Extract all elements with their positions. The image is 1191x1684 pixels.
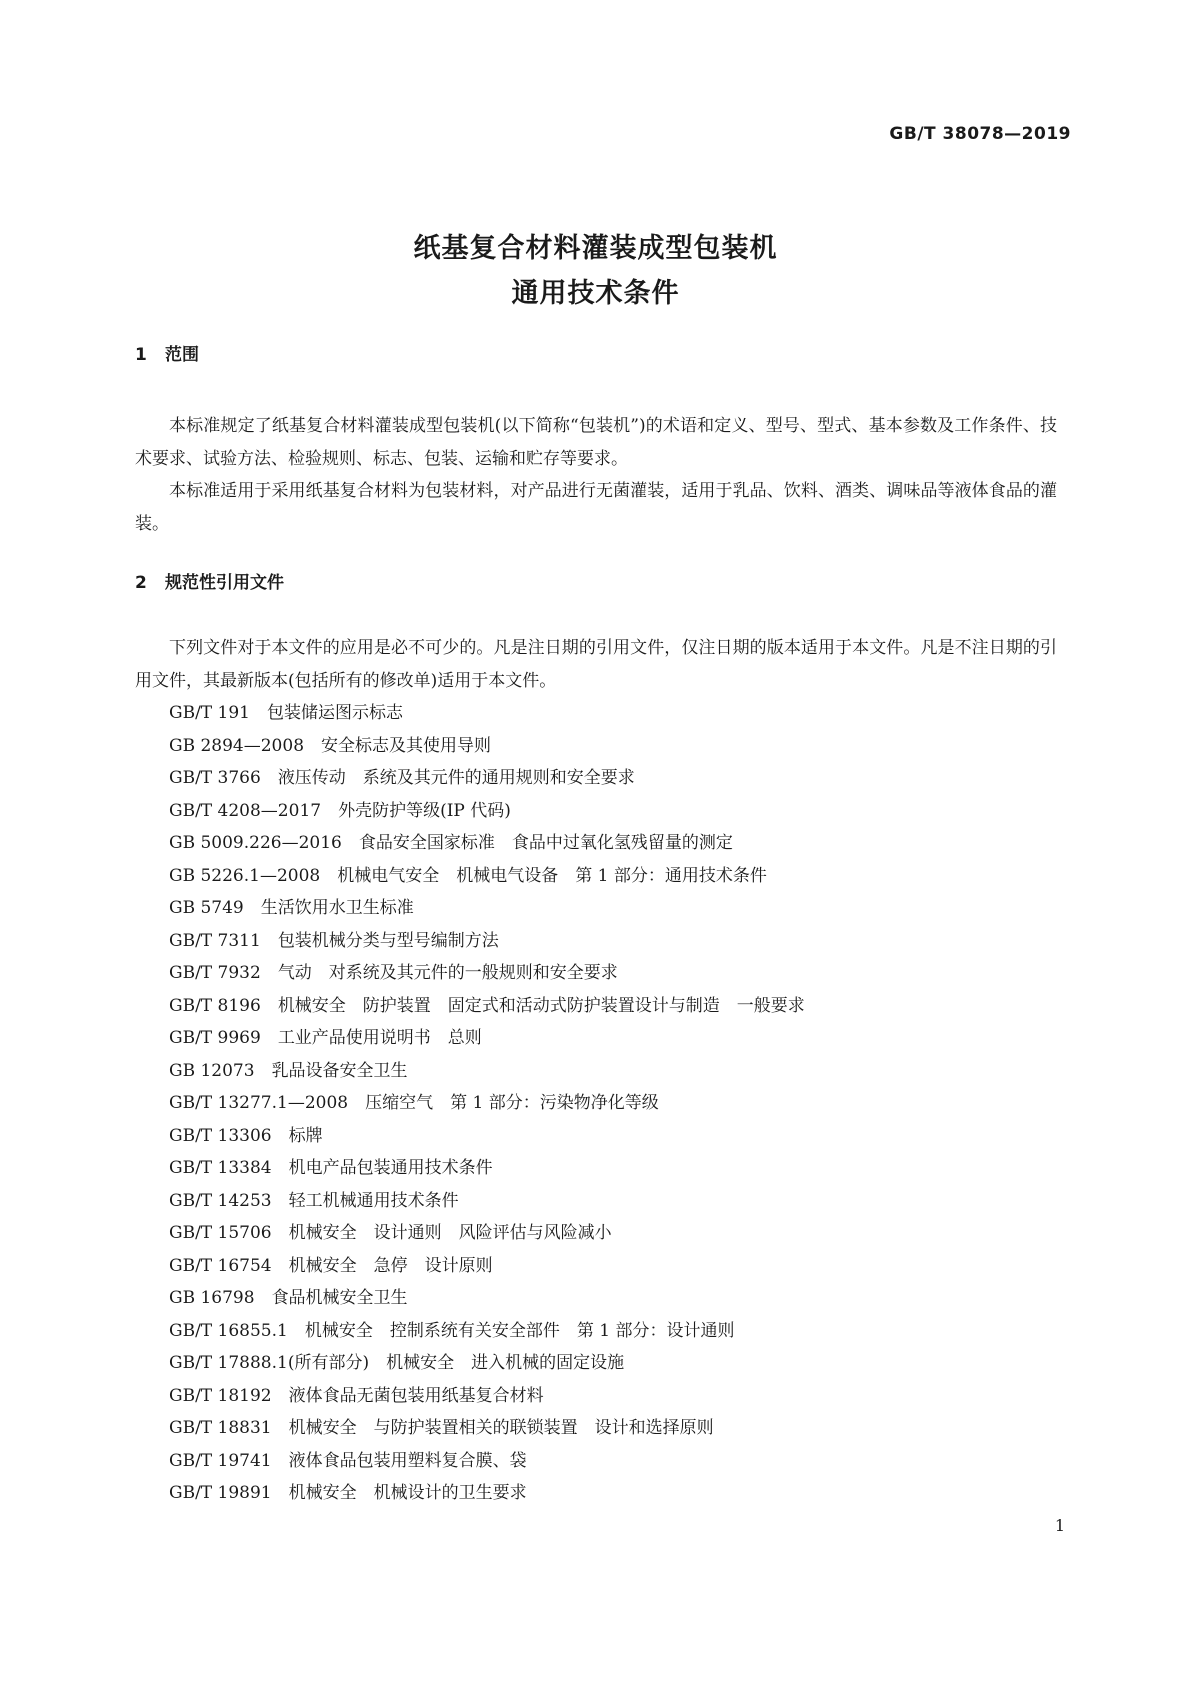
references-intro-paragraph: 下列文件对于本文件的应用是必不可少的。凡是注日期的引用文件，仅注日期的版本适用于本文件。凡是不注日期的引用文件，其最新版本(包括所有的修改单)适用于本文件。 xyxy=(135,638,1057,691)
reference-code: GB/T 13384 xyxy=(169,1158,272,1178)
reference-item xyxy=(135,730,1057,763)
reference-item xyxy=(135,1282,1057,1315)
reference-item xyxy=(135,1022,1057,1055)
reference-title: 机械安全 与防护装置相关的联锁装置 设计和选择原则 xyxy=(288,1418,714,1438)
reference-code: GB/T 16754 xyxy=(169,1255,272,1276)
reference-title: 气动 对系统及其元件的一般规则和安全要求 xyxy=(277,963,618,983)
reference-item xyxy=(135,1087,1057,1120)
reference-item xyxy=(135,1250,1057,1283)
section-number: 1 xyxy=(135,345,147,365)
reference-code: GB/T 13306 xyxy=(169,1125,272,1146)
reference-code: GB/T 3766 xyxy=(169,768,261,788)
reference-title: 标牌 xyxy=(288,1125,323,1146)
scope-paragraph-1: 本标准规定了纸基复合材料灌装成型包装机(以下简称“包装机”)的术语和定义、型号、型式、基本参数及工作条件、技术要求、试验方法、检验规则、标志、包装、运输和贮存等要求。 xyxy=(135,416,1057,469)
title-line-2: 通用技术条件 xyxy=(511,278,680,309)
reference-code: GB/T 191 xyxy=(169,703,250,723)
reference-title: 机电产品包装通用技术条件 xyxy=(288,1158,493,1178)
reference-item xyxy=(135,957,1057,990)
reference-code: GB 16798 xyxy=(169,1288,255,1308)
reference-title: 液体食品无菌包装用纸基复合材料 xyxy=(288,1385,544,1406)
reference-item xyxy=(135,697,1057,730)
reference-item xyxy=(135,1315,1057,1348)
reference-code: GB/T 4208—2017 xyxy=(169,800,322,821)
reference-title: 机械安全 机械设计的卫生要求 xyxy=(288,1483,527,1503)
reference-item xyxy=(135,860,1057,893)
reference-title: 机械安全 进入机械的固定设施 xyxy=(386,1353,625,1373)
reference-code: GB 5749 xyxy=(169,898,244,918)
reference-item xyxy=(135,990,1057,1023)
section-heading-scope xyxy=(135,342,1057,369)
page-number: 1 xyxy=(1054,1516,1065,1535)
reference-title: 机械电气安全 机械电气设备 第 1 部分：通用技术条件 xyxy=(337,865,767,886)
reference-item xyxy=(135,925,1057,958)
reference-code: GB/T 16855.1 xyxy=(169,1320,288,1341)
reference-item xyxy=(135,1445,1057,1478)
reference-code: GB 2894—2008 xyxy=(169,735,305,756)
reference-code: GB/T 8196 xyxy=(169,995,261,1016)
reference-code: GB/T 19891 xyxy=(169,1483,272,1503)
section-title: 范围 xyxy=(165,345,199,365)
reference-code: GB/T 14253 xyxy=(169,1190,272,1211)
reference-code: GB/T 19741 xyxy=(169,1450,272,1471)
scope-paragraph-2: 本标准适用于采用纸基复合材料为包装材料，对产品进行无菌灌装，适用于乳品、饮料、酒类、调味品等液体食品的灌装。 xyxy=(135,481,1057,534)
reference-item xyxy=(135,1477,1057,1510)
reference-title: 食品机械安全卫生 xyxy=(271,1288,408,1308)
section-title: 规范性引用文件 xyxy=(165,573,284,593)
reference-code: GB 5226.1—2008 xyxy=(169,865,321,886)
reference-item xyxy=(135,1152,1057,1185)
reference-item xyxy=(135,892,1057,925)
reference-code: GB 5009.226—2016 xyxy=(169,833,342,853)
section-heading-normative-references xyxy=(135,570,1057,597)
reference-title: 机械安全 防护装置 固定式和活动式防护装置设计与制造 一般要求 xyxy=(277,995,805,1016)
reference-item xyxy=(135,1217,1057,1250)
document-body xyxy=(135,342,1057,1510)
reference-code: GB/T 18192 xyxy=(169,1385,272,1406)
reference-title: 生活饮用水卫生标准 xyxy=(260,898,414,918)
reference-title: 液体食品包装用塑料复合膜、袋 xyxy=(288,1450,527,1471)
reference-title: 机械安全 设计通则 风险评估与风险减小 xyxy=(288,1223,612,1243)
reference-title: 安全标志及其使用导则 xyxy=(321,735,492,756)
reference-title: 食品安全国家标准 食品中过氧化氢残留量的测定 xyxy=(358,833,733,853)
reference-list xyxy=(135,697,1057,1510)
reference-item xyxy=(135,1412,1057,1445)
reference-code: GB/T 13277.1—2008 xyxy=(169,1093,349,1113)
reference-title: 压缩空气 第 1 部分：污染物净化等级 xyxy=(365,1093,659,1113)
reference-title: 包装机械分类与型号编制方法 xyxy=(277,930,499,951)
reference-item xyxy=(135,1380,1057,1413)
reference-item xyxy=(135,795,1057,828)
reference-title: 包装储运图示标志 xyxy=(267,703,403,723)
reference-title: 工业产品使用说明书 总则 xyxy=(277,1028,482,1048)
reference-item xyxy=(135,1185,1057,1218)
reference-title: 外壳防护等级(IP 代码) xyxy=(338,800,511,821)
reference-title: 液压传动 系统及其元件的通用规则和安全要求 xyxy=(277,768,635,788)
document-title xyxy=(0,226,1191,316)
reference-code: GB/T 7932 xyxy=(169,963,261,983)
title-line-1: 纸基复合材料灌装成型包装机 xyxy=(413,233,778,264)
reference-code: GB/T 18831 xyxy=(169,1418,272,1438)
reference-code: GB/T 15706 xyxy=(169,1223,272,1243)
reference-title: 轻工机械通用技术条件 xyxy=(288,1190,459,1211)
standard-code: GB/T 38078—2019 xyxy=(889,124,1071,144)
reference-item xyxy=(135,827,1057,860)
reference-code: GB/T 7311 xyxy=(169,930,261,951)
reference-title: 乳品设备安全卫生 xyxy=(271,1060,408,1081)
reference-code: GB 12073 xyxy=(169,1060,255,1081)
reference-code: GB/T 17888.1(所有部分) xyxy=(169,1353,370,1373)
reference-item xyxy=(135,1347,1057,1380)
reference-title: 机械安全 控制系统有关安全部件 第 1 部分：设计通则 xyxy=(304,1320,735,1341)
reference-item xyxy=(135,1055,1057,1088)
section-number: 2 xyxy=(135,573,147,593)
reference-title: 机械安全 急停 设计原则 xyxy=(288,1255,493,1276)
reference-code: GB/T 9969 xyxy=(169,1028,261,1048)
reference-item xyxy=(135,1120,1057,1153)
reference-item xyxy=(135,762,1057,795)
